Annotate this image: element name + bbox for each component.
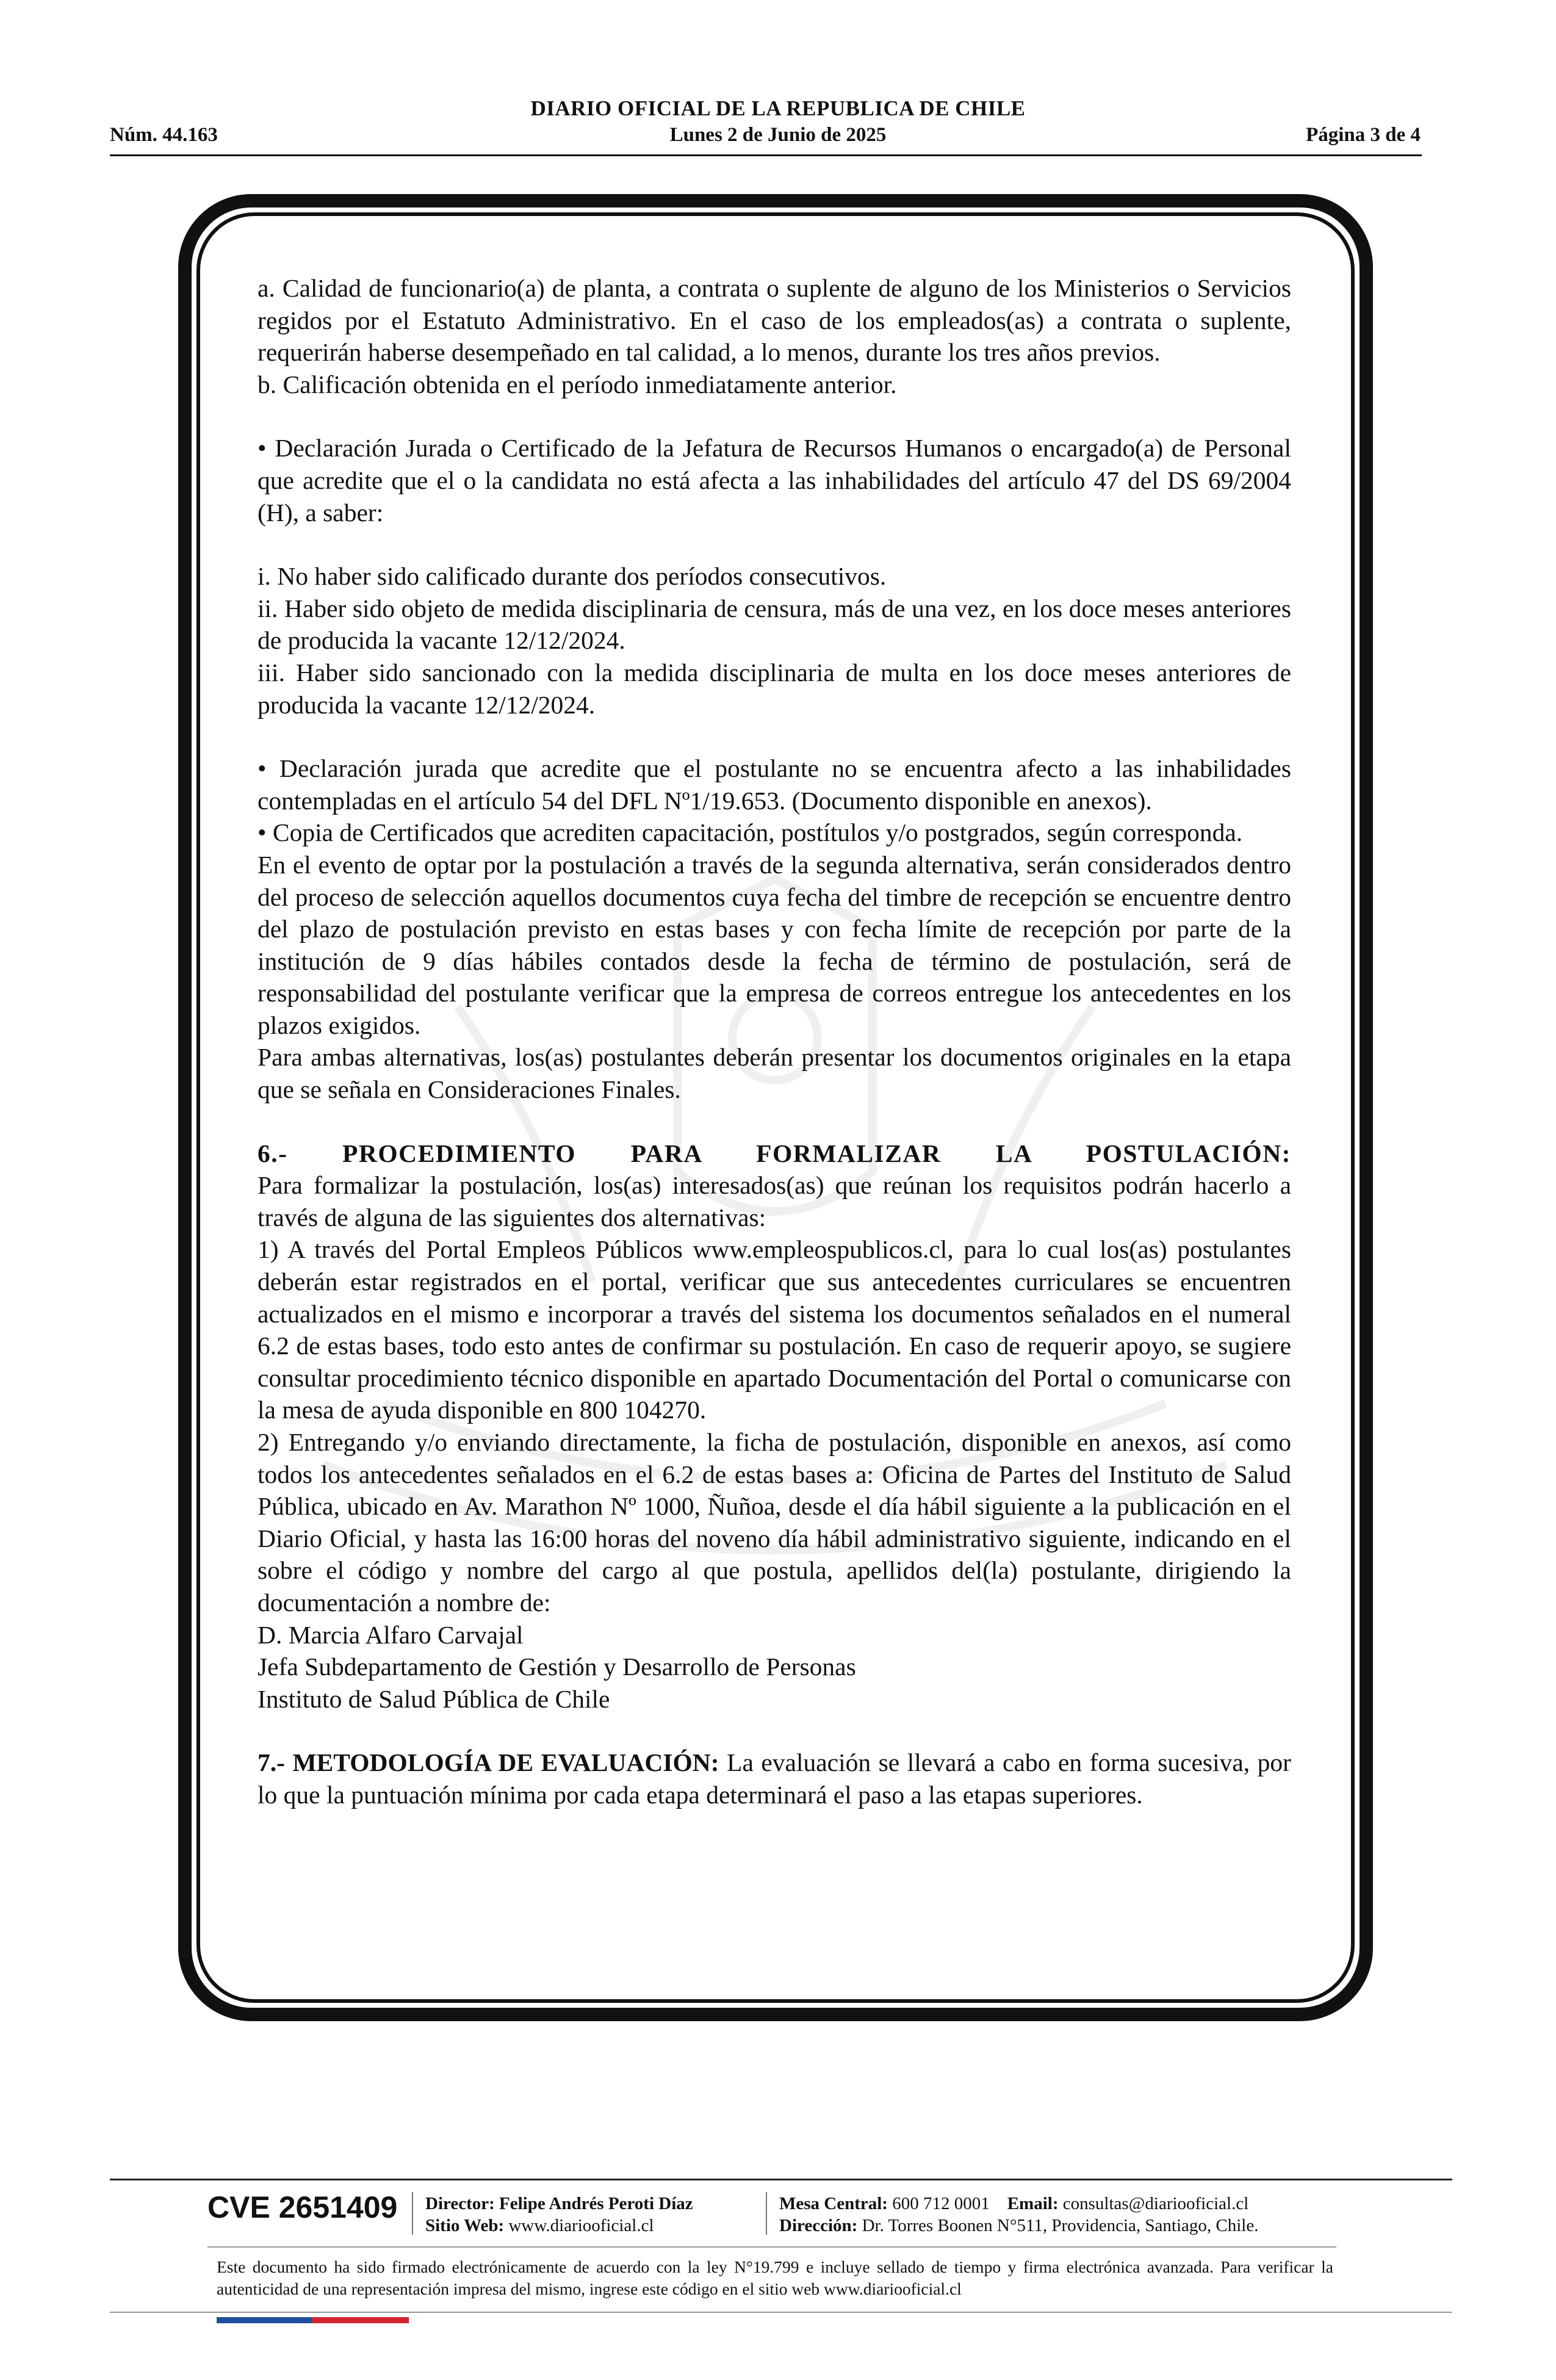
footer-contact-block (779, 2193, 1258, 2237)
paragraph: La evaluación se llevará a cabo en forma sucesiva, por lo que la puntuación mínima por cada etapa determinará el paso a las etapas superiores. (258, 1748, 1291, 1809)
addressee-title: Jefa Subdepartamento de Gestión y Desarrollo de Personas (258, 1653, 856, 1681)
footer-bottom-rule (110, 2312, 1452, 2313)
list-item: ii. Haber sido objeto de medida disciplinaria de censura, más de una vez, en los doce meses anteriores de producida la vacante 12/12/2024. (258, 594, 1291, 655)
addressee-name: D. Marcia Alfaro Carvajal (258, 1620, 524, 1649)
page-indicator: Página 3 de 4 (1306, 124, 1421, 146)
footer-rule (110, 2179, 1452, 2180)
issue-date: Lunes 2 de Junio de 2025 (669, 124, 887, 146)
footer-separator (766, 2192, 767, 2235)
section-7 (258, 1747, 1291, 1811)
page-header (0, 0, 1556, 159)
paragraph: • Declaración Jurada o Certificado de la Jefatura de Recursos Humanos o encargado(a) de Personal que acredite que el o la candidata no está afecta a las inhabilidades del artículo 47 del DS 69/2004 (H), a saber: (258, 434, 1291, 527)
footer-divider (207, 2246, 1336, 2248)
paragraph: Para formalizar la postulación, los(as) interesados(as) que reúnan los requisitos podrán hacerlo a través de alguna de las siguientes dos alternativas: (258, 1171, 1291, 1231)
list-item: i. No haber sido calificado durante dos períodos consecutivos. (258, 562, 887, 591)
phone-number: 600 712 0001 (892, 2194, 990, 2213)
paragraph: 1) A través del Portal Empleos Públicos www.empleospublicos.cl, para lo cual los(as) postulantes deberán estar registrados en el portal, verificar que sus antecedentes curriculares se encuentren actualizados en el mismo e incorporar a través del sistema los documentos señalados en el numeral 6.2 de estas bases, todo esto antes de confirmar su postulación. En caso de requerir apoyo, se sugiere consultar procedimiento técnico disponible en apartado Documentación del Portal o comunicarse con la mesa de ayuda disponible en 800 104270. (258, 1235, 1291, 1424)
footer-director-block (425, 2193, 693, 2237)
legal-notice: Este documento ha sido firmado electrónicamente de acuerdo con la ley N°19.799 e incluye sellado de tiempo y firma electrónica avanzada. Para verificar la autenticidad de una representación impresa del mismo, ingrese este código en el sitio web www.diariooficial.cl (217, 2257, 1333, 2298)
section-heading-7: 7.- METODOLOGÍA DE EVALUACIÓN: (258, 1748, 719, 1777)
phone-label: Mesa Central: (779, 2194, 888, 2213)
cve-code: CVE 2651409 (207, 2190, 398, 2224)
paragraph: 2) Entregando y/o enviando directamente, la ficha de postulación, disponible en anexos, así como todos los antecedentes señalados en el 6.2 de estas bases a: Oficina de Partes del Instituto de Salud Pública, ubicado en Av. Marathon Nº 1000, Ñuñoa, desde el día hábil siguiente a la publicación en el Diario Oficial, y hasta las 16:00 horas del noveno día hábil administrativo siguiente, indicando en el sobre el código y nombre del cargo al que postula, apellidos del(la) postulante, dirigiendo la documentación a nombre de: (258, 1428, 1291, 1617)
address-label: Dirección: (779, 2216, 858, 2235)
document-body (258, 272, 1291, 1811)
email-link[interactable]: consultas@diariooficial.cl (1062, 2194, 1249, 2213)
flag-bar-blue (217, 2317, 311, 2323)
director-label: Director: (425, 2194, 495, 2213)
addressee-institution: Instituto de Salud Pública de Chile (258, 1684, 610, 1713)
footer-separator (412, 2192, 413, 2235)
email-label: Email: (1007, 2194, 1059, 2213)
flag-bar-red (311, 2317, 409, 2323)
paragraph: a. Calidad de funcionario(a) de planta, a contrata o suplente de alguno de los Ministerios o Servicios regidos por el Estatuto Administrativo. En el caso de los empleados(as) a contrata o suplente, requerirán haberse desempeñado en tal calidad, a lo menos, durante los tres años previos. (258, 274, 1291, 367)
header-rule (110, 154, 1422, 156)
paragraph: b. Calificación obtenida en el período inmediatamente anterior. (258, 370, 897, 398)
section-heading-6: 6.- PROCEDIMIENTO PARA FORMALIZAR LA POSTULACIÓN: (258, 1139, 1291, 1167)
paragraph: • Copia de Certificados que acrediten capacitación, postítulos y/o postgrados, según corresponda. (258, 818, 1243, 847)
director-name: Felipe Andrés Peroti Díaz (499, 2194, 693, 2213)
website-label: Sitio Web: (425, 2216, 505, 2235)
address-value: Dr. Torres Boonen N°511, Providencia, Santiago, Chile. (862, 2216, 1259, 2235)
issue-number: Núm. 44.163 (110, 124, 218, 146)
newspaper-title: DIARIO OFICIAL DE LA REPUBLICA DE CHILE (530, 96, 1026, 120)
paragraph: • Declaración jurada que acredite que el postulante no se encuentra afecto a las inhabilidades contempladas en el artículo 54 del DFL Nº1/19.653. (Documento disponible en anexos). (258, 754, 1291, 815)
website-link[interactable]: www.diariooficial.cl (508, 2216, 654, 2235)
paragraph: Para ambas alternativas, los(as) postulantes deberán presentar los documentos originales en la etapa que se señala en Consideraciones Finales. (258, 1043, 1291, 1104)
list-item: iii. Haber sido sancionado con la medida disciplinaria de multa en los doce meses anteriores de producida la vacante 12/12/2024. (258, 658, 1291, 719)
paragraph: En el evento de optar por la postulación a través de la segunda alternativa, serán considerados dentro del proceso de selección aquellos documentos cuya fecha del timbre de recepción se encuentre dentro del plazo de postulación previsto en estas bases y con fecha límite de recepción por parte de la institución de 9 días hábiles contados desde la fecha de término de postulación, será de responsabilidad del postulante verificar que la empresa de correos entregue los antecedentes en los plazos exigidos. (258, 850, 1291, 1039)
